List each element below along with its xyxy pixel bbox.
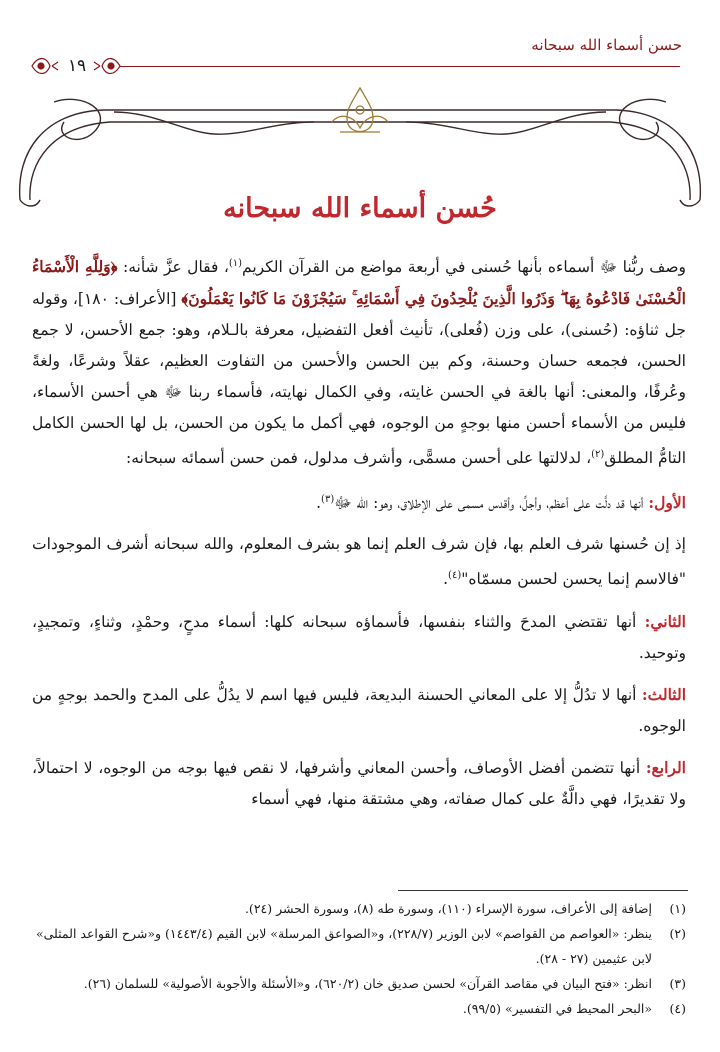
footnote-ref[interactable]: (٣): [321, 494, 335, 506]
point-label: الثاني:: [644, 611, 686, 631]
intro-paragraph: وصف ربُّنا ﷻ أسماءه بأنها حُسنى في أربعة مواضع من القرآن الكريم$^{(١)}$، فقال عزَّ شأنه: ﴿وَلِلَّهِ الْأَسْمَاءُ الْحُسْنَىٰ فَادْعُوهُ بِهَا ۖ وَذَرُوا الَّذِينَ يُلْحِدُونَ فِي أَسْمَائِهِ ۚ سَيُجْزَوْنَ مَا كَانُوا يَعْمَلُونَ﴾ [الأعراف: ١٨٠]، وقوله جل ثناؤه: (حُسنى)، على وزن (فُعلى)، تأنيث أفعل التفضيل، معرفة بالـلام، وهو: جمع الأحسن، لا جمع الحسن، فجمعه حسان وحسنة، وكم بين الحسن والأحسن من التفاوت العظيم، عقلاً وشرعًا، ولغةً وعُرفًا، والمعنى: أنها بالغة في الحسن غايته، وفي الكمال نهايته، فأسماء ربنا ﷻ هي أحسن الأسماء، فليس من الأسماء أحسن منها بوجهٍ من الوجوه، فهي أكمل ما يكون من الحسن، بل لها الحسن الكامل التامُّ المطلق$^{(٢)}$، لدلالتها على أحسن مسمًّى، وأشرف مدلول، فمن حسن أسمائه سبحانه:: [32, 257, 686, 468]
page-number-ornament: [28, 54, 124, 78]
footnote-ref[interactable]: (٢): [591, 449, 605, 461]
page-title: حُسن أسماء الله سبحانه: [223, 193, 497, 224]
header-rule: [120, 66, 680, 67]
point-third: الثالث: أنها لا تدُلُّ إلا على المعاني الحسنة البديعة، فليس فيها اسم لا يدُلُّ على المدح والحمد بوجهٍ من الوجوه.: [32, 684, 686, 735]
footnote-item: (٣) انظر: «فتح البيان في مقاصد القرآن» لحسن صديق خان (٦٢٠/٢)، و«الأسئلة والأجوبة الأصولية» للسلمان (٢٦).: [83, 976, 686, 991]
footnote-item: (٤) «البحر المحيط في التفسير» (٩٩/٥).: [462, 1001, 686, 1016]
running-header: [20, 28, 700, 76]
point-label: الأول:: [648, 493, 686, 513]
quran-verse: ﴿وَلِلَّهِ الْأَسْمَاءُ الْحُسْنَىٰ فَادْعُوهُ بِهَا ۖ وَذَرُوا الَّذِينَ يُلْحِدُونَ فِي أَسْمَائِهِ ۚ سَيُجْزَوْنَ مَا كَانُوا يَعْمَلُونَ﴾: [32, 257, 686, 309]
footnote-ref[interactable]: (٤): [448, 570, 462, 582]
point-label: الرابع:: [645, 757, 686, 777]
main-text: [32, 248, 686, 815]
verse-reference: [الأعراف: ١٨٠]: [77, 290, 177, 309]
explanation-paragraph: إذ إن حُسنها شرف العلم بها، فإن شرف العلم إنما هو بشرف المعلوم، والله سبحانه أشرف الموجودات "فالاسم إنما يحسن لحسن مسمّاه"$^{(٤)}$.: [32, 535, 686, 589]
footnote-item: (١) إضافة إلى الأعراف، سورة الإسراء (١١٠)، وسورة طه (٨)، وسورة الحشر (٢٤).: [244, 901, 686, 916]
footnote-ref[interactable]: (١): [228, 258, 243, 269]
point-fourth: الرابع: أنها تتضمن أفضل الأوصاف، وأحسن المعاني وأشرفها، لا نقص فيها بوجه من الوجوه، لا احتمالاً، ولا تقديرًا، فهي دالَّةٌ على كمال صفاته، وهي مشتقة منها، فهي أسماء: [32, 757, 686, 808]
point-label: الثالث:: [641, 684, 686, 704]
point-second: الثاني: أنها تقتضي المدحَ والثناء بنفسها، فأسماؤه سبحانه كلها: أسماء مدحٍ، وحمْدٍ، وثناءٍ، وتمجيدٍ، وتوحيد.: [32, 611, 686, 662]
running-title: حسن أسماء الله سبحانه: [531, 36, 682, 54]
footnote-divider: [398, 890, 688, 891]
footnotes: [32, 896, 686, 1021]
footnote-item: (٢) ينظر: «العواصم من القواصم» لابن الوزير (٢٢٨/٧)، و«الصواعق المرسلة» لابن القيم (١٤٤٣/٤) و«شرح القواعد المثلى» لابن عثيمين (٢٧ - ٢٨).: [35, 926, 686, 966]
page-number: ١٩: [67, 56, 87, 76]
point-first: الأول: أنها قد دلَّت على أعظم، وأجلِّ، وأقدس مسمى على الإطلاق، وهو: الله ﷻ$^{(٣)}$.: [316, 493, 686, 513]
